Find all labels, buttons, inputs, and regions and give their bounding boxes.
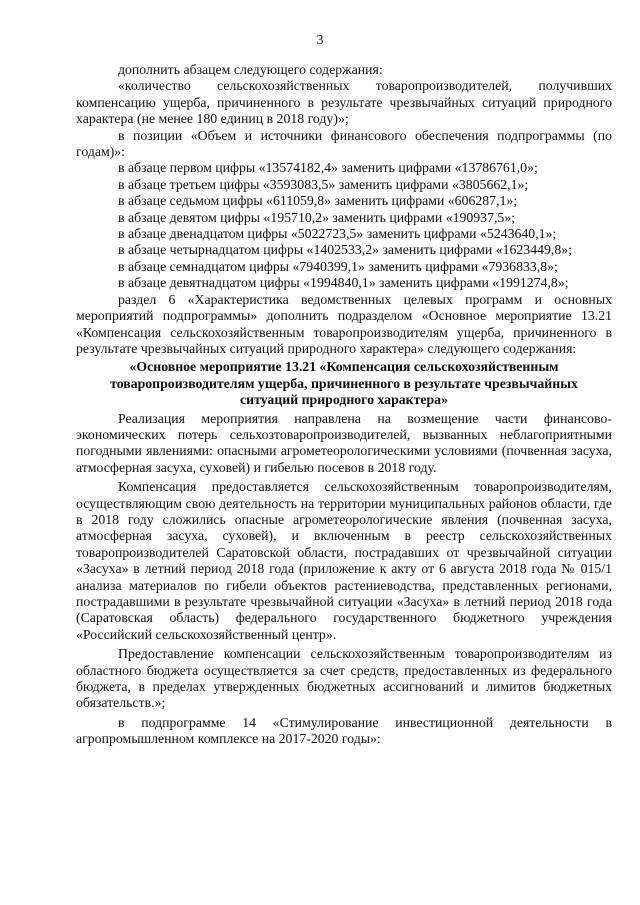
body-paragraph: Реализация мероприятия направлена на возмещение части финансово-экономических потерь сельхозтоваропроизводителей, вызванных неблагоприятными погодными явлениями: опасными агрометеорологическими условиями (почвенная засуха, атмосферная засуха, суховей) и гибелью посевов в 2018 году. [76,410,612,475]
body-paragraph: Предоставление компенсации сельскохозяйственным товаропроизводителям из областного бюджета осуществляется за счет средств, предоставленных из федерального бюджета, в пределах утвержденных бюджетных ассигнований и лимитов бюджетных обязательств.»; [76,646,612,711]
replacement-item: в абзаце девятнадцатом цифры «1994840,1» заменить цифрами «1991274,8»; [118,275,569,291]
section-intro: раздел 6 «Характеристика ведомственных целевых программ и основных мероприятий подпрограммы» дополнить подразделом «Основное мероприятие 13.21 «Компенсация сельскохозяйственным товаропроизводителям ущерба, причиненного в результате чрезвычайных ситуаций природного характера» следующего содержания: [76,291,612,356]
page-number: 3 [316,33,324,48]
replacement-item: в абзаце семнадцатом цифры «7940399,1» заменить цифрами «7936833,8»; [118,258,558,274]
section-heading: «Основное мероприятие 13.21 «Компенсация сельскохозяйственным товаропроизводителям ущерба, причиненного в результате чрезвычайных ситуаций природного характера» [110,359,578,408]
replacement-item: в абзаце четырнадцатом цифры «1402533,2» заменить цифрами «1623449,8»; [118,242,572,258]
document-body [76,62,612,748]
replacement-item: в абзаце девятом цифры «195710,2» заменить цифрами «190937,5»; [118,209,516,225]
replacement-item: в абзаце третьем цифры «3593083,5» заменить цифрами «3805662,1»; [118,176,529,192]
replacement-item: в абзаце седьмом цифры «611059,8» заменить цифрами «606287,1»; [118,193,518,209]
paragraph: дополнить абзацем следующего содержания: [118,62,383,77]
paragraph: «количество сельскохозяйственных товаропроизводителей, получивших компенсацию ущерба, причиненного в результате чрезвычайных ситуаций природного характера (не менее 180 единиц в 2018 году)»; [76,78,612,127]
body-paragraph: в подпрограмме 14 «Стимулирование инвестиционной деятельности в агропромышленном комплексе на 2017-2020 годы»: [76,714,612,747]
replacement-item: в абзаце двенадцатом цифры «5022723,5» заменить цифрами «5243640,1»; [118,226,557,242]
body-paragraph: Компенсация предоставляется сельскохозяйственным товаропроизводителям, осуществляющим свою деятельность на территории муниципальных районов области, где в 2018 году сложились опасные агрометеорологические явления (почвенная засуха, атмосферная засуха, суховей), и включенным в реестр сельскохозяйственных товаропроизводителей Саратовской области, пострадавших от чрезвычайной ситуации «Засуха» в летний период 2018 года (приложение к акту от 6 августа 2018 года № 015/1 анализа материалов по гибели объектов растениеводства, представленных регионами, пострадавшими в результате чрезвычайной ситуации «Засуха» в летний период 2018 года (Саратовская область) федерального государственного бюджетного учреждения «Российский сельскохозяйственный центр». [76,479,612,642]
replacement-item: в абзаце первом цифры «13574182,4» заменить цифрами «13786761,0»; [118,160,538,176]
paragraph: в позиции «Объем и источники финансового обеспечения подпрограммы (по годам)»: [76,127,612,160]
